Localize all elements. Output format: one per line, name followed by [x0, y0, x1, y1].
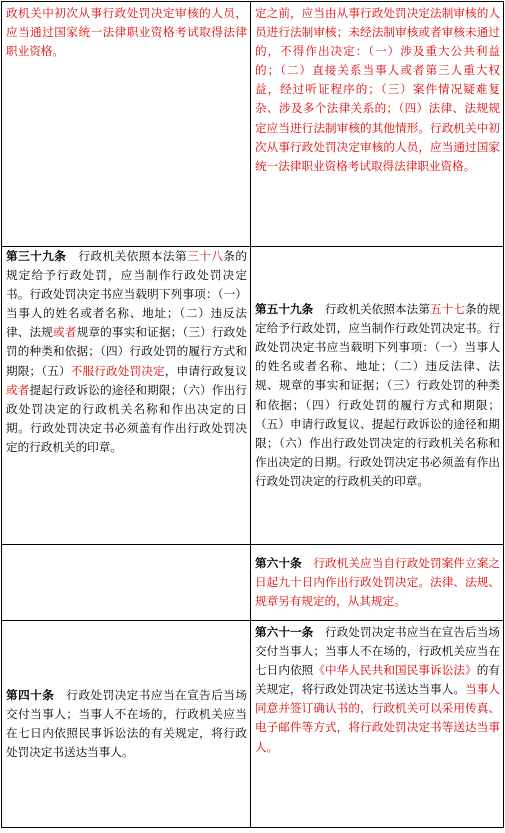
old-article-cell	[2, 2, 251, 247]
old-article-cell	[2, 247, 251, 545]
amended-text: 或者	[6, 382, 30, 397]
amended-text: 行政机关应当自行政处罚案件立案之日起九十日内作出行政处罚决定。法律、法规、规章另有规定的，从其规定。	[255, 555, 500, 609]
amended-text: 不服行政处罚决定	[70, 363, 165, 378]
new-article-cell	[251, 247, 504, 545]
article-text: 行政机关依照本法第	[66, 249, 188, 263]
old-article-cell	[2, 545, 251, 621]
article-text: 行政机关依照本法第	[313, 302, 431, 317]
amended-text: 《中华人民共和国民事诉讼法》	[313, 663, 477, 678]
article-number: 第六十条	[255, 555, 302, 570]
new-article-cell	[251, 621, 504, 828]
article-number: 第五十九条	[255, 302, 314, 317]
article-text: 条的规定给予行政处罚，应当制作行政处罚决定书。行政处罚决定书应当载明下列事项：（一）当事人的姓名或者名称、地址；（二）违反法律、法规	[6, 249, 247, 340]
new-article-cell	[251, 2, 504, 247]
article-text: ，申请行政复议	[164, 363, 247, 378]
article-number: 第六十一条	[255, 625, 314, 639]
article-number: 第四十条	[6, 687, 55, 702]
amended-text: 五十七	[430, 302, 466, 317]
article-text: 条的规定给予行政处罚，应当制作行政处罚决定书。行政处罚决定书应当载明下列事项：（一）当事人的姓名或者名称、地址；（二）违反法律、法规、规章的事实和证据；（三）行政处罚的种类和依据；（四）行政处罚的履行方式和期限；（五）申请行政复议、提起行政诉讼的途径和期限；（六）作出行政处罚决定的行政机关名称和作出决定的日期。行政处罚决定书必须盖有作出行政处罚决定的行政机关的印章。	[255, 302, 500, 488]
amended-text: 当事人同意并签订确认书的，行政机关可以采用传真、电子邮件等方式，将行政处罚决定书等送达当事人。	[255, 682, 500, 754]
old-article-cell	[2, 621, 251, 828]
article-text: 提起行政诉讼的途径和期限；（六）作出行政处罚决定的行政机关名称和作出决定的日期。行政处罚决定书必须盖有作出行政处罚决定的行政机关的印章。	[6, 382, 247, 454]
new-article-cell	[251, 545, 504, 621]
law-comparison-table	[1, 1, 504, 828]
amended-text: 或者	[53, 325, 77, 340]
amended-text: 定之前，应当由从事行政处罚决定法制审核的人员进行法制审核；未经法制审核或者审核未通过的，不得作出决定：（一）涉及重大公共利益的；（二）直接关系当事人或者第三人重大权益，经过听证程序的；（三）案件情况疑难复杂、涉及多个法律关系的；（四）法律、法规规定应当进行法制审核的其他情形。行政机关中初次从事行政处罚决定审核的人员，应当通过国家统一法律职业资格考试取得法律职业资格。	[255, 6, 500, 173]
table-row	[2, 621, 504, 828]
article-text: 的有关规定，将行政处罚决定书送达当事人。	[255, 663, 500, 697]
article-number: 第三十九条	[6, 249, 67, 263]
article-text: 行政处罚决定书应当在宣告后当场交付当事人；当事人不在场的，行政机关应当在七日内依照民事诉讼法的有关规定，将行政处罚决定书送达当事人。	[6, 687, 247, 760]
article-text: 规章的事实和证据；（三）行政处罚的种类和依据；（四）行政处罚的履行方式和期限；（五）	[6, 325, 247, 378]
table-row	[2, 545, 504, 621]
table-row	[2, 2, 504, 247]
article-text: 行政处罚决定书应当在宣告后当场交付当事人；当事人不在场的，行政机关应当在七日内依照	[255, 625, 500, 678]
amended-text: 政机关中初次从事行政处罚决定审核的人员，应当通过国家统一法律职业资格考试取得法律职业资格。	[6, 6, 247, 59]
table-row	[2, 247, 504, 545]
amended-text: 三十八	[187, 249, 224, 263]
